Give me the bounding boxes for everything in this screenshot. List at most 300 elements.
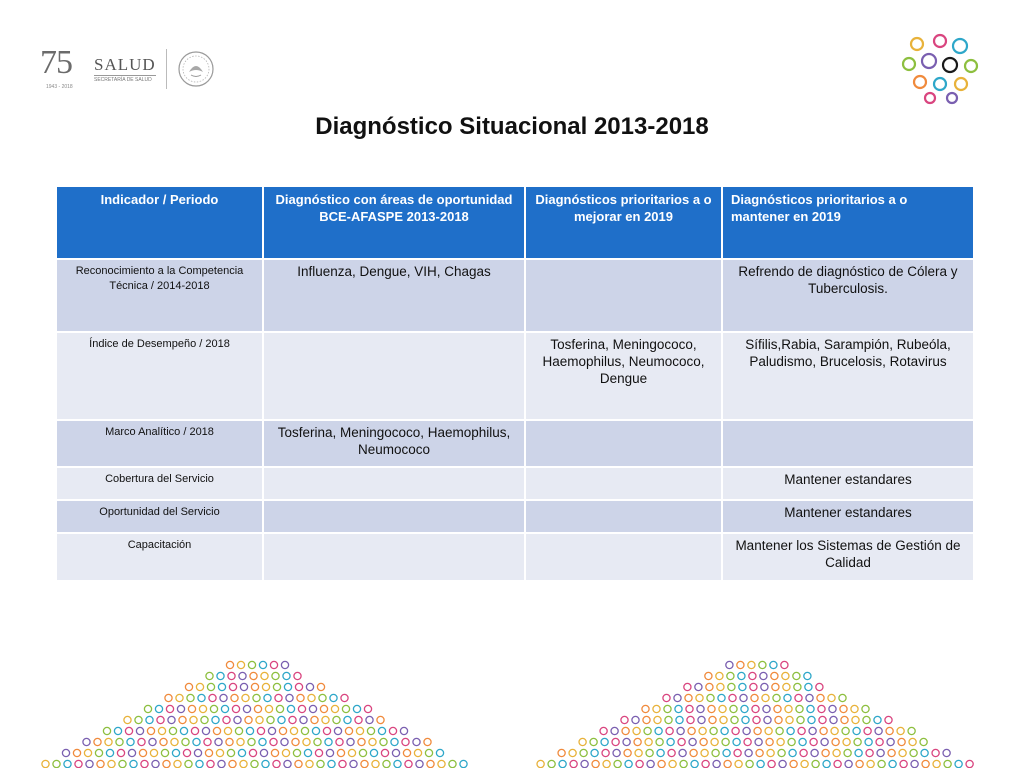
pattern-ring [149,738,156,745]
pattern-ring [570,760,577,767]
pattern-ring [668,749,675,756]
cell-mantener: Mantener estandares [722,467,974,500]
pattern-ring [684,683,691,690]
pattern-ring [866,749,873,756]
pattern-ring [966,760,973,767]
table-row [56,259,974,332]
pattern-ring [800,749,807,756]
pattern-ring [760,672,767,679]
pattern-ring [355,716,362,723]
colorful-rings-logo-icon [900,32,980,106]
pattern-ring [295,760,302,767]
pattern-ring [778,749,785,756]
pattern-ring [746,760,753,767]
pattern-ring [315,749,322,756]
pattern-ring [741,705,748,712]
pattern-ring [909,738,916,745]
pattern-ring [655,727,662,734]
pattern-ring [353,705,360,712]
secretaria-de-salud-logo [94,56,156,83]
pattern-ring [580,749,587,756]
pattern-ring [367,727,374,734]
pattern-ring [700,738,707,745]
pattern-ring [298,705,305,712]
cell-oportunidad: Tosferina, Meningococo, Haemophilus, Neumococo [263,420,525,467]
pattern-ring [265,705,272,712]
pattern-ring [348,749,355,756]
pattern-ring [844,749,851,756]
pattern-ring [234,716,241,723]
pattern-ring [326,749,333,756]
pattern-ring [737,661,744,668]
pattern-ring [256,716,263,723]
pattern-ring [223,716,230,723]
pattern-ring [128,749,135,756]
pattern-ring [347,738,354,745]
pattern-ring [761,683,768,690]
pattern-ring [377,716,384,723]
pattern-ring [698,716,705,723]
pattern-ring [135,716,142,723]
pattern-ring [772,683,779,690]
pattern-ring [789,749,796,756]
pattern-ring [380,738,387,745]
pattern-ring [632,716,639,723]
pattern-ring [828,694,835,701]
pattern-ring [796,705,803,712]
pattern-ring [730,705,737,712]
pattern-ring [665,716,672,723]
pattern-ring [680,760,687,767]
pattern-ring [389,727,396,734]
pattern-ring [215,738,222,745]
pattern-ring [413,738,420,745]
pattern-ring [405,760,412,767]
pattern-ring [319,694,326,701]
pattern-ring [292,738,299,745]
pattern-ring [742,716,749,723]
pattern-ring [180,727,187,734]
table-row [56,332,974,420]
pattern-ring [317,683,324,690]
pattern-ring [768,760,775,767]
pattern-ring [174,760,181,767]
pattern-ring [686,705,693,712]
pattern-ring [810,738,817,745]
pattern-ring [863,716,870,723]
pattern-ring [726,661,733,668]
pattern-ring [158,727,165,734]
pattern-ring [635,749,642,756]
pattern-ring [720,716,727,723]
pattern-ring [106,749,113,756]
pattern-ring [611,727,618,734]
header-logos [40,44,215,94]
pattern-ring [898,738,905,745]
pattern-ring [809,727,816,734]
pattern-ring [783,683,790,690]
pattern-ring [656,738,663,745]
pattern-ring [268,727,275,734]
pattern-ring [591,749,598,756]
pattern-ring [238,749,245,756]
pattern-ring [774,705,781,712]
pattern-ring [669,760,676,767]
pattern-ring [231,694,238,701]
pattern-ring [716,672,723,679]
pattern-ring [634,738,641,745]
pattern-ring [646,749,653,756]
pattern-ring [196,683,203,690]
pattern-ring [290,727,297,734]
pattern-ring [645,738,652,745]
pattern-ring [138,738,145,745]
pattern-ring [94,738,101,745]
pattern-ring [657,749,664,756]
pattern-ring [738,672,745,679]
pattern-ring [381,749,388,756]
pattern-ring [762,694,769,701]
pattern-ring [161,749,168,756]
pattern-ring [817,694,824,701]
pattern-ring [798,727,805,734]
pattern-ring [722,738,729,745]
pattern-ring [272,672,279,679]
pattern-ring [278,716,285,723]
pattern-ring [622,727,629,734]
pattern-ring [717,683,724,690]
pattern-ring [787,727,794,734]
pattern-ring [749,672,756,679]
pattern-ring [685,694,692,701]
pattern-ring [226,738,233,745]
pattern-ring [755,738,762,745]
pattern-ring [270,738,277,745]
pattern-ring [275,694,282,701]
pattern-ring [804,672,811,679]
pattern-ring [168,716,175,723]
pattern-ring [600,727,607,734]
decorative-pattern-right [530,650,990,768]
pattern-ring [224,727,231,734]
pattern-ring [788,738,795,745]
pattern-ring [689,738,696,745]
pattern-ring [358,738,365,745]
pattern-ring [276,705,283,712]
pattern-ring [311,716,318,723]
pattern-ring [210,705,217,712]
pattern-ring [818,705,825,712]
pattern-ring [559,760,566,767]
cell-mejorar [525,467,722,500]
pattern-ring [829,705,836,712]
pattern-ring [767,749,774,756]
pattern-ring [279,727,286,734]
pattern-ring [763,705,770,712]
pattern-ring [169,727,176,734]
pattern-ring [424,738,431,745]
pattern-ring [784,694,791,701]
pattern-ring [177,705,184,712]
pattern-ring [830,716,837,723]
pattern-ring [119,760,126,767]
pattern-ring [688,727,695,734]
pattern-ring [237,738,244,745]
pattern-ring [344,716,351,723]
pattern-ring [864,727,871,734]
pattern-ring [259,738,266,745]
cell-oportunidad [263,533,525,581]
pattern-ring [854,738,861,745]
pattern-ring [910,749,917,756]
pattern-ring [282,749,289,756]
pattern-ring [139,749,146,756]
pattern-ring [157,716,164,723]
salud-sub: SECRETARÍA DE SALUD [94,75,156,83]
pattern-ring [213,727,220,734]
pattern-ring [259,661,266,668]
cell-mejorar: Tosferina, Meningococo, Haemophilus, Neumococo, Dengue [525,332,722,420]
pattern-ring [642,705,649,712]
pattern-ring [449,760,456,767]
pattern-ring [201,716,208,723]
pattern-ring [806,694,813,701]
pattern-ring [735,760,742,767]
pattern-ring [748,661,755,668]
pattern-ring [943,749,950,756]
cell-indicador: Capacitación [56,533,263,581]
pattern-ring [724,760,731,767]
pattern-ring [304,749,311,756]
pattern-ring [264,694,271,701]
pattern-ring [336,738,343,745]
pattern-ring [708,705,715,712]
pattern-ring [229,683,236,690]
pattern-ring [191,727,198,734]
pattern-ring [933,760,940,767]
pattern-ring [855,749,862,756]
pattern-ring [921,749,928,756]
pattern-ring [163,760,170,767]
pattern-ring [220,694,227,701]
pattern-ring [125,727,132,734]
mexico-seal-icon [177,50,215,88]
pattern-ring [317,760,324,767]
pattern-ring [776,727,783,734]
pattern-ring [643,716,650,723]
pattern-ring [702,760,709,767]
pattern-ring [369,738,376,745]
pattern-ring [944,760,951,767]
pattern-ring [874,716,881,723]
pattern-ring [602,749,609,756]
pattern-ring [284,683,291,690]
pattern-ring [867,760,874,767]
pattern-ring [897,727,904,734]
pattern-ring [150,749,157,756]
pattern-ring [83,738,90,745]
pattern-ring [330,694,337,701]
page-title: Diagnóstico Situacional 2013-2018 [315,113,709,140]
pattern-ring [212,716,219,723]
pattern-ring [185,683,192,690]
cell-mantener [722,420,974,467]
pattern-ring [569,749,576,756]
pattern-ring [248,738,255,745]
pattern-ring [816,683,823,690]
pattern-ring [194,749,201,756]
pattern-ring [105,738,112,745]
pattern-ring [309,705,316,712]
pattern-ring [207,760,214,767]
pattern-ring [840,705,847,712]
pattern-ring [232,705,239,712]
pattern-ring [364,705,371,712]
pattern-ring [356,727,363,734]
pattern-ring [699,727,706,734]
pattern-ring [361,760,368,767]
pattern-ring [707,694,714,701]
pattern-ring [331,705,338,712]
pattern-ring [664,705,671,712]
pattern-ring [852,716,859,723]
pattern-ring [955,760,962,767]
pattern-ring [176,694,183,701]
pattern-ring [229,760,236,767]
pattern-ring [293,749,300,756]
decorative-pattern-left [30,650,480,768]
pattern-ring [731,716,738,723]
pattern-ring [350,760,357,767]
pattern-ring [614,760,621,767]
pattern-ring [198,694,205,701]
pattern-ring [805,683,812,690]
pattern-ring [182,738,189,745]
pattern-ring [697,705,704,712]
pattern-ring [257,727,264,734]
pattern-ring [221,705,228,712]
pattern-ring [303,738,310,745]
pattern-ring [185,760,192,767]
pattern-ring [297,694,304,701]
pattern-ring [920,738,927,745]
pattern-ring [667,738,674,745]
pattern-ring [677,727,684,734]
pattern-ring [261,672,268,679]
pattern-ring [729,694,736,701]
pattern-ring [790,760,797,767]
pattern-ring [759,661,766,668]
pattern-ring [196,760,203,767]
pattern-ring [666,727,673,734]
pattern-ring [249,749,256,756]
pattern-ring [845,760,852,767]
pattern-ring [690,749,697,756]
pattern-ring [359,749,366,756]
pattern-ring [807,705,814,712]
pattern-ring [819,716,826,723]
pattern-ring [166,705,173,712]
pattern-ring [885,716,892,723]
pattern-ring [141,760,148,767]
pattern-ring [273,683,280,690]
pattern-ring [378,727,385,734]
pattern-ring [400,727,407,734]
pattern-ring [218,683,225,690]
pattern-ring [242,694,249,701]
pattern-ring [146,716,153,723]
pattern-ring [97,760,104,767]
pattern-ring [193,738,200,745]
pattern-ring [383,760,390,767]
pattern-ring [728,683,735,690]
pattern-ring [775,716,782,723]
pattern-ring [294,672,301,679]
pattern-ring [811,749,818,756]
pattern-ring [757,760,764,767]
pattern-ring [732,727,739,734]
pattern-ring [799,738,806,745]
pattern-ring [253,694,260,701]
pattern-ring [86,760,93,767]
pattern-ring [246,727,253,734]
pattern-ring [710,727,717,734]
cell-indicador: Reconocimiento a la Competencia Técnica / 2014-2018 [56,259,263,332]
pattern-ring [856,760,863,767]
table-row [56,500,974,533]
pattern-ring [558,749,565,756]
pattern-ring [334,727,341,734]
pattern-ring [204,738,211,745]
pattern-ring [240,683,247,690]
pattern-ring [414,749,421,756]
pattern-ring [262,760,269,767]
pattern-ring [734,749,741,756]
cell-oportunidad [263,332,525,420]
pattern-ring [801,760,808,767]
pattern-ring [190,716,197,723]
pattern-ring [754,727,761,734]
pattern-ring [922,760,929,767]
pattern-ring [271,749,278,756]
pattern-ring [779,760,786,767]
pattern-ring [654,716,661,723]
pattern-ring [227,749,234,756]
pattern-ring [250,672,257,679]
pattern-ring [103,727,110,734]
pattern-ring [822,749,829,756]
cell-mantener: Mantener los Sistemas de Gestión de Calidad [722,533,974,581]
pattern-ring [739,683,746,690]
pattern-ring [64,760,71,767]
pattern-ring [283,672,290,679]
cell-mejorar [525,500,722,533]
pattern-ring [460,760,467,767]
pattern-ring [281,661,288,668]
pattern-ring [603,760,610,767]
pattern-ring [124,716,131,723]
cell-mantener: Refrendo de diagnóstico de Cólera y Tuberculosis. [722,259,974,332]
pattern-ring [834,760,841,767]
pattern-ring [306,683,313,690]
pattern-ring [624,749,631,756]
pattern-ring [333,716,340,723]
pattern-ring [581,760,588,767]
pattern-ring [756,749,763,756]
pattern-ring [295,683,302,690]
pattern-ring [711,738,718,745]
pattern-ring [888,749,895,756]
